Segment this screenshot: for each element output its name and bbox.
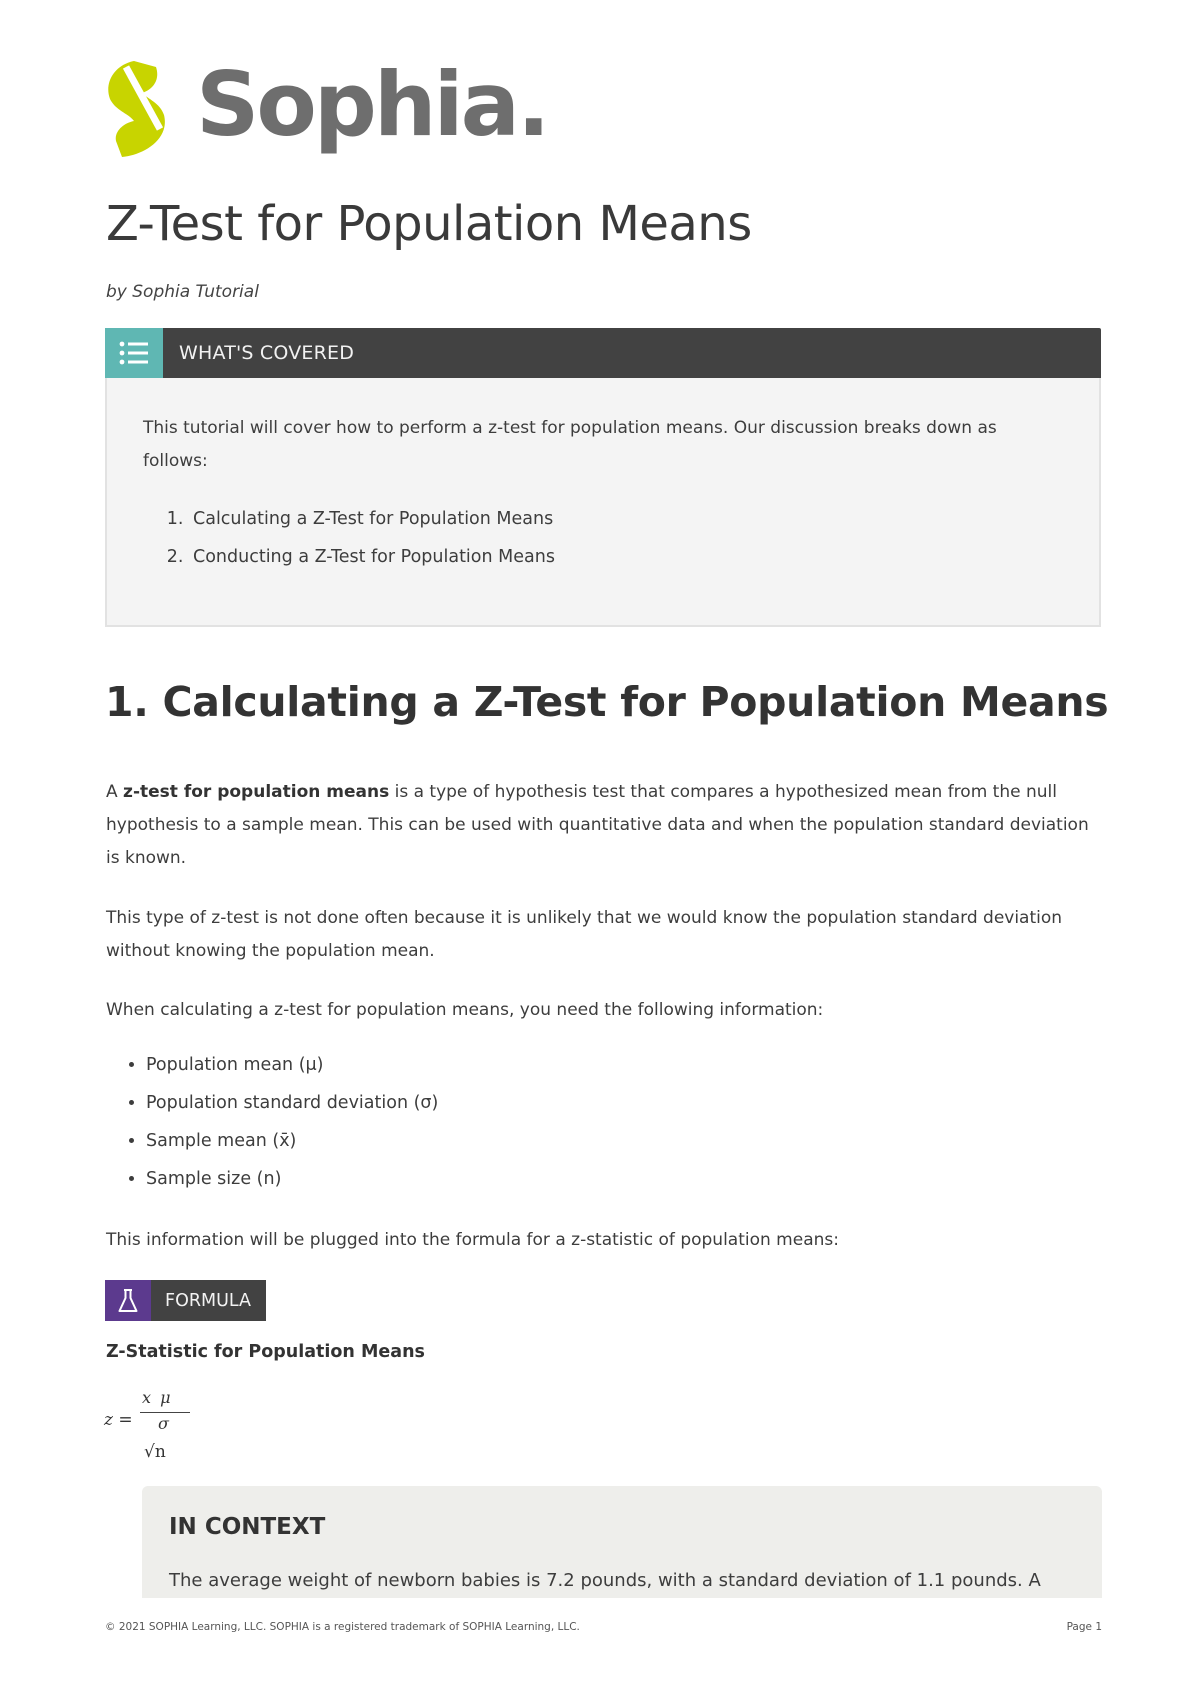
sophia-logo: [104, 54, 547, 164]
covered-list: [143, 500, 1063, 576]
in-context-text: The average weight of newborn babies is 7.2 pounds, with a standard deviation of 1.1 pounds. A: [169, 1570, 1041, 1591]
z-statistic-formula: [104, 1386, 224, 1476]
term-highlight: z-test for population means: [123, 782, 390, 802]
list-item: • Sample mean (x̄): [146, 1122, 438, 1160]
formula-lhs: z =: [104, 1410, 133, 1430]
section-heading: 1. Calculating a Z-Test for Population Means: [105, 678, 1109, 726]
footer-page-number: Page 1: [1066, 1621, 1102, 1633]
list-icon: [105, 328, 163, 378]
footer-copyright: © 2021 SOPHIA Learning, LLC. SOPHIA is a registered trademark of SOPHIA Learning, LLC.: [105, 1621, 580, 1633]
info-list: [106, 1046, 438, 1198]
flask-icon: [105, 1280, 151, 1321]
list-item: • Population mean (μ): [146, 1046, 438, 1084]
covered-intro: This tutorial will cover how to perform a z-test for population means. Our discussion breaks down as follows:: [143, 418, 997, 471]
byline: by Sophia Tutorial: [106, 282, 259, 302]
list-item: • Population standard deviation (σ): [146, 1084, 438, 1122]
page-title: Z-Test for Population Means: [106, 196, 752, 252]
paragraph: This type of z-test is not done often because it is unlikely that we would know the population standard deviation without knowing the population mean.: [106, 908, 1063, 961]
whats-covered-label: WHAT'S COVERED: [179, 342, 355, 364]
formula-title: Z-Statistic for Population Means: [106, 1342, 425, 1362]
in-context-title: IN CONTEXT: [169, 1514, 326, 1540]
in-context-box: [142, 1486, 1102, 1598]
logo-wordmark: Sophia.: [196, 53, 548, 156]
sophia-leaf-icon: [104, 59, 174, 159]
whats-covered-box: [105, 328, 1101, 627]
formula-tag: [105, 1280, 266, 1321]
whats-covered-body: [105, 378, 1101, 627]
formula-sqrt-n: √n: [144, 1442, 166, 1462]
formula-sigma: σ: [158, 1414, 169, 1433]
formula-label: FORMULA: [151, 1280, 266, 1321]
list-item: 1. Calculating a Z-Test for Population Means: [189, 500, 1063, 538]
definition-paragraph: A z-test for population means is a type of hypothesis test that compares a hypothesized mean from the null hypothesis to a sample mean. This can be used with quantitative data and when the population standard deviation is known.: [106, 782, 1089, 868]
formula-numerator: x μ: [142, 1388, 173, 1407]
paragraph: This information will be plugged into the formula for a z-statistic of population means:: [106, 1230, 839, 1250]
fraction-bar: [140, 1412, 190, 1413]
paragraph: When calculating a z-test for population means, you need the following information:: [106, 1000, 824, 1020]
whats-covered-header: [105, 328, 1101, 378]
list-item: • Sample size (n): [146, 1160, 438, 1198]
list-item: 2. Conducting a Z-Test for Population Means: [189, 538, 1063, 576]
